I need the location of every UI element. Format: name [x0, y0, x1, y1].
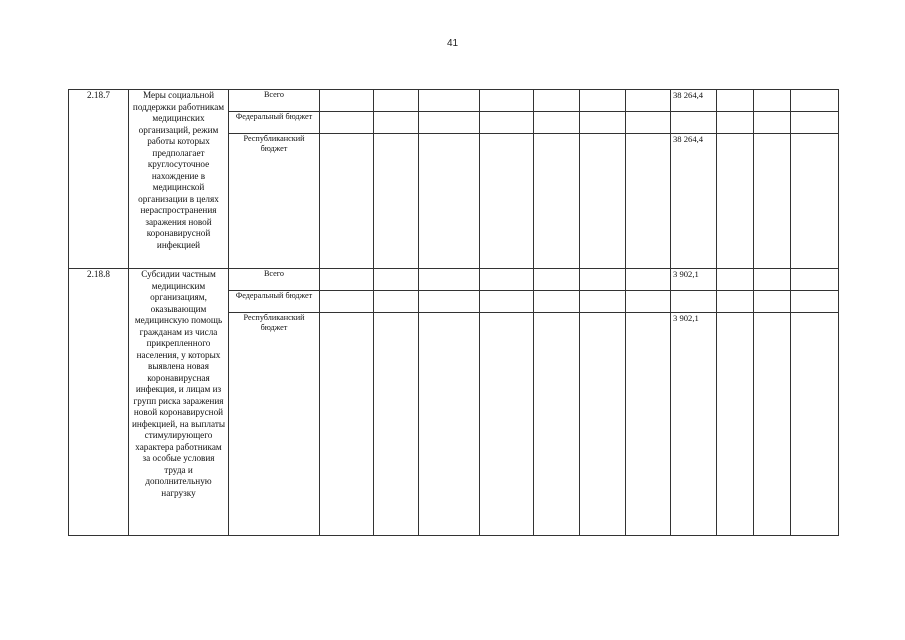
- amount-cell: [671, 291, 717, 313]
- empty-cell: [374, 112, 419, 134]
- table-row: [69, 269, 839, 291]
- empty-cell: [480, 291, 534, 313]
- source-label: Федеральный бюджет: [229, 291, 320, 313]
- amount-cell: 38 264,4: [671, 134, 717, 269]
- empty-cell: [717, 112, 754, 134]
- empty-cell: [626, 269, 671, 291]
- empty-cell: [754, 112, 791, 134]
- empty-cell: [534, 134, 580, 269]
- empty-cell: [320, 90, 374, 112]
- empty-cell: [374, 134, 419, 269]
- empty-cell: [580, 291, 626, 313]
- empty-cell: [717, 90, 754, 112]
- empty-cell: [374, 313, 419, 536]
- source-label: Всего: [229, 90, 320, 112]
- empty-cell: [791, 269, 839, 291]
- empty-cell: [374, 90, 419, 112]
- empty-cell: [534, 90, 580, 112]
- empty-cell: [480, 90, 534, 112]
- empty-cell: [320, 134, 374, 269]
- empty-cell: [754, 269, 791, 291]
- empty-cell: [754, 90, 791, 112]
- empty-cell: [717, 134, 754, 269]
- empty-cell: [791, 291, 839, 313]
- row-name: Меры социальной поддержки работникам медицинских организаций, режим работы которых предполагает круглосуточное нахождение в медицинской организации в целях нераспространения заражения новой коронавирусной инфекцией: [129, 90, 229, 269]
- empty-cell: [320, 269, 374, 291]
- empty-cell: [419, 134, 480, 269]
- empty-cell: [580, 90, 626, 112]
- empty-cell: [419, 112, 480, 134]
- empty-cell: [717, 291, 754, 313]
- empty-cell: [754, 313, 791, 536]
- amount-cell: 38 264,4: [671, 90, 717, 112]
- source-label: Республиканский бюджет: [229, 134, 320, 269]
- empty-cell: [419, 291, 480, 313]
- empty-cell: [534, 269, 580, 291]
- empty-cell: [534, 291, 580, 313]
- budget-table: [68, 89, 839, 536]
- row-code: 2.18.8: [69, 269, 129, 536]
- empty-cell: [320, 112, 374, 134]
- empty-cell: [374, 291, 419, 313]
- empty-cell: [626, 313, 671, 536]
- row-code: 2.18.7: [69, 90, 129, 269]
- empty-cell: [320, 291, 374, 313]
- empty-cell: [480, 134, 534, 269]
- source-label: Республиканский бюджет: [229, 313, 320, 536]
- empty-cell: [580, 269, 626, 291]
- empty-cell: [754, 134, 791, 269]
- empty-cell: [580, 134, 626, 269]
- page-number: 41: [446, 38, 459, 49]
- amount-cell: 3 902,1: [671, 313, 717, 536]
- empty-cell: [419, 269, 480, 291]
- source-label: Всего: [229, 269, 320, 291]
- empty-cell: [626, 291, 671, 313]
- empty-cell: [580, 112, 626, 134]
- table-row: [69, 90, 839, 112]
- empty-cell: [480, 112, 534, 134]
- empty-cell: [717, 313, 754, 536]
- empty-cell: [791, 313, 839, 536]
- empty-cell: [754, 291, 791, 313]
- empty-cell: [580, 313, 626, 536]
- empty-cell: [480, 269, 534, 291]
- empty-cell: [717, 269, 754, 291]
- empty-cell: [480, 313, 534, 536]
- empty-cell: [626, 90, 671, 112]
- empty-cell: [534, 313, 580, 536]
- empty-cell: [534, 112, 580, 134]
- empty-cell: [626, 134, 671, 269]
- source-label: Федеральный бюджет: [229, 112, 320, 134]
- empty-cell: [419, 313, 480, 536]
- empty-cell: [320, 313, 374, 536]
- empty-cell: [791, 90, 839, 112]
- row-name: Субсидии частным медицинским организациям, оказывающим медицинскую помощь гражданам из числа прикрепленного населения, у которых выявлена новая коронавирусная инфекция, и лицам из групп риска заражения новой коронавирусной инфекцией, на выплаты стимулирующего характера работникам за особые условия труда и дополнительную нагрузку: [129, 269, 229, 536]
- empty-cell: [626, 112, 671, 134]
- empty-cell: [419, 90, 480, 112]
- amount-cell: 3 902,1: [671, 269, 717, 291]
- amount-cell: [671, 112, 717, 134]
- empty-cell: [791, 112, 839, 134]
- empty-cell: [791, 134, 839, 269]
- empty-cell: [374, 269, 419, 291]
